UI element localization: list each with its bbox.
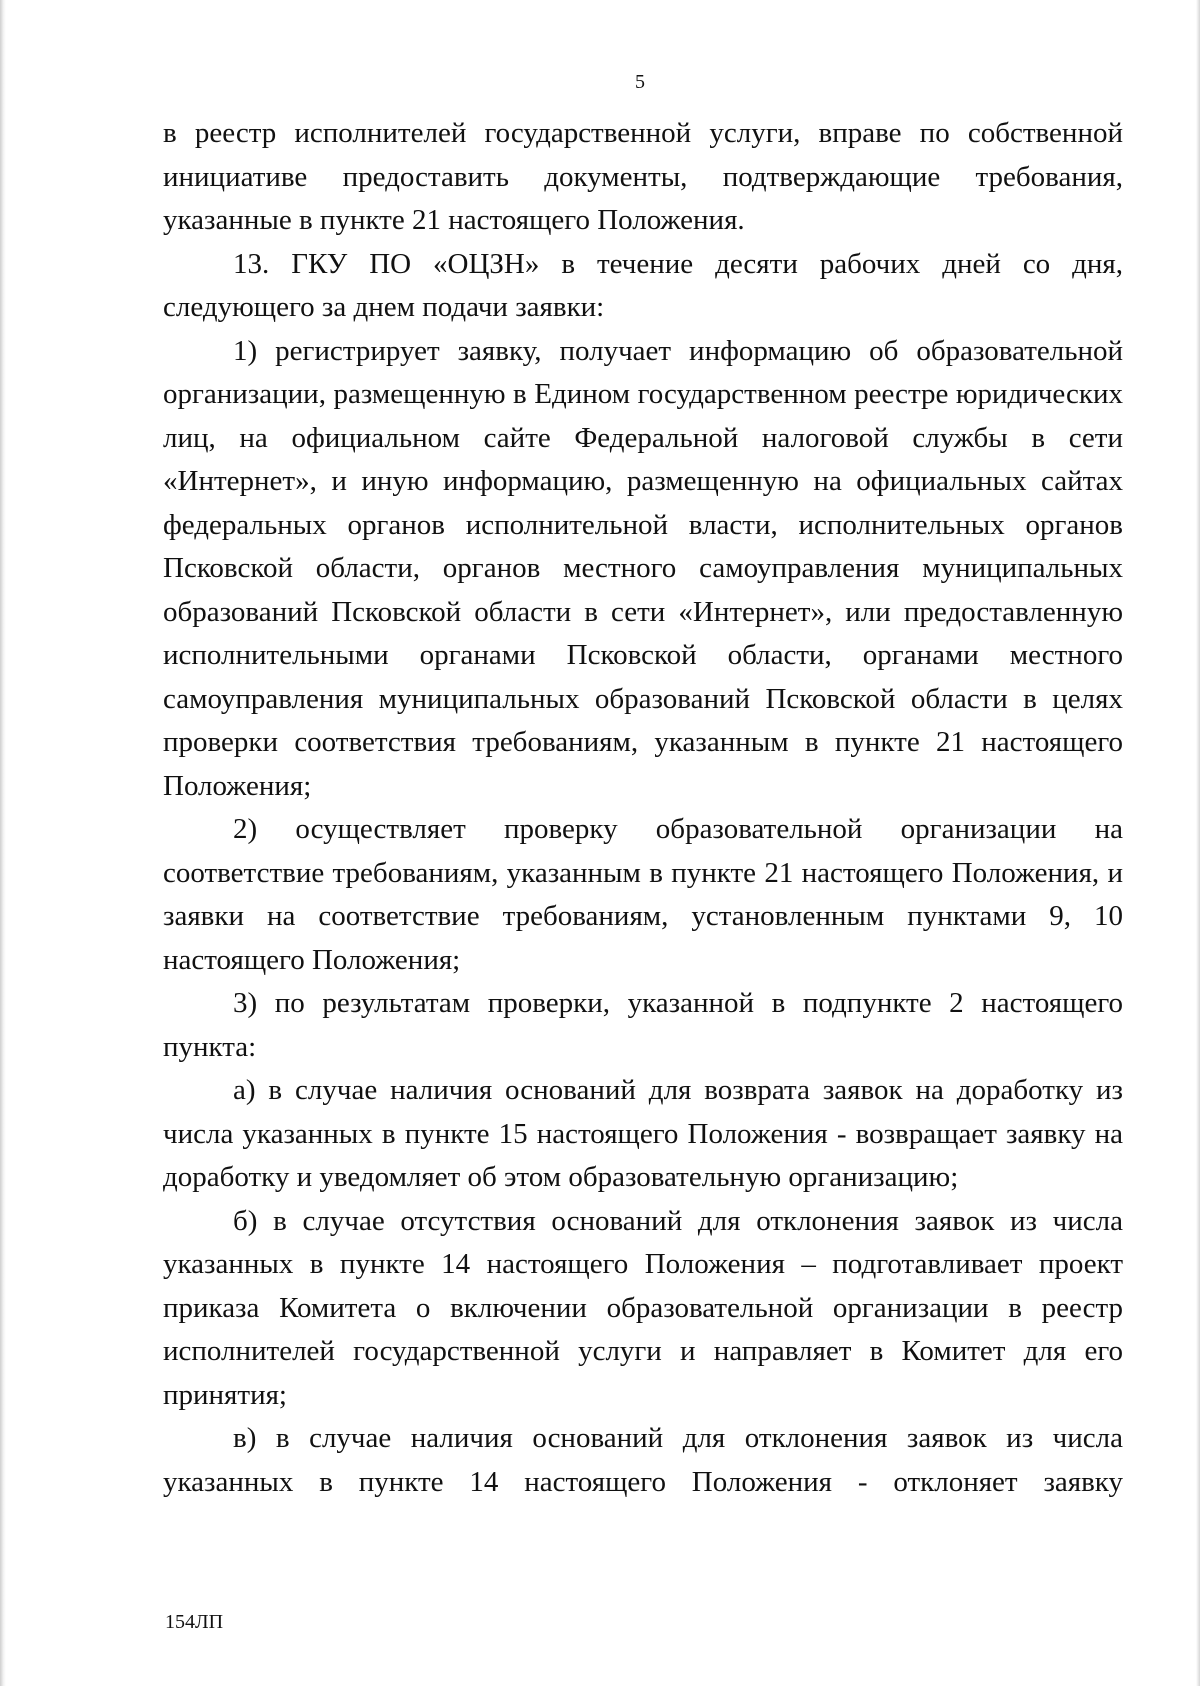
scan-edge-right <box>1196 0 1200 1686</box>
paragraph-subitem-1: 1) регистрирует заявку, получает информацию об образовательной организации, размещенную в Едином государственном реестре юридических лиц, на официальном сайте Федеральной налоговой службы в сети «Интернет», и иную информацию, размещенную на официальных сайтах федеральных органов исполнительной власти, исполнительных органов Псковской области, органов местного самоуправления муниципальных образований Псковской области в сети «Интернет», или предоставленную исполнительными органами Псковской области, органами местного самоуправления муниципальных образований Псковской области в целях проверки соответствия требованиям, указанным в пункте 21 настоящего Положения; <box>163 334 1123 802</box>
paragraph-subitem-a: а) в случае наличия оснований для возврата заявок на доработку из числа указанных в пункте 15 настоящего Положения - возвращает заявку на доработку и уведомляет об этом образовательную организацию; <box>163 1074 1123 1193</box>
page-number: 5 <box>635 71 645 93</box>
paragraph-subitem-3: 3) по результатам проверки, указанной в подпункте 2 настоящего пункта: <box>163 987 1123 1063</box>
paragraph-continuation: в реестр исполнителей государственной услуги, вправе по собственной инициативе предоставить документы, подтверждающие требования, указанные в пункте 21 настоящего Положения. <box>163 117 1123 236</box>
footer-document-code: 154ЛП <box>165 1611 224 1633</box>
paragraph-item-13: 13. ГКУ ПО «ОЦЗН» в течение десяти рабочих дней со дня, следующего за днем подачи заявки: <box>163 247 1123 323</box>
scan-edge-left <box>0 0 6 1686</box>
document-body <box>163 112 1123 1504</box>
paragraph-subitem-2: 2) осуществляет проверку образовательной организации на соответствие требованиям, указанным в пункте 21 настоящего Положения, и заявки на соответствие требованиям, установленным пунктами 9, 10 настоящего Положения; <box>163 813 1123 976</box>
paragraph-subitem-v: в) в случае наличия оснований для отклонения заявок из числа указанных в пункте 14 настоящего Положения - отклоняет заявку <box>163 1422 1123 1498</box>
paragraph-subitem-b: б) в случае отсутствия оснований для отклонения заявок из числа указанных в пункте 14 настоящего Положения – подготавливает проект приказа Комитета о включении образовательной организации в реестр исполнителей государственной услуги и направляет в Комитет для его принятия; <box>163 1204 1123 1411</box>
